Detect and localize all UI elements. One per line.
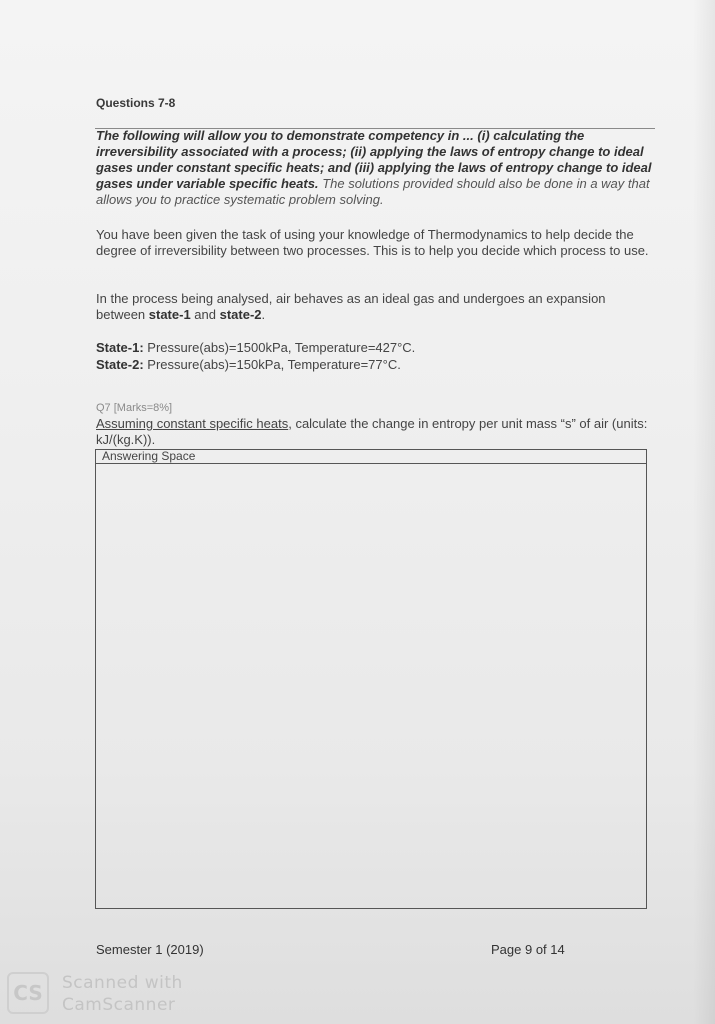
state-line — [96, 356, 415, 373]
page-edge-shadow — [693, 0, 715, 1024]
state2-ref: state-2 — [219, 307, 262, 322]
state1-ref: state-1 — [148, 307, 191, 322]
states-list — [96, 339, 415, 373]
camscanner-watermark — [62, 972, 183, 1016]
process-and: and — [190, 307, 220, 322]
camscanner-logo-icon: CS — [7, 972, 49, 1014]
state-label: State-1: — [96, 340, 144, 355]
process-end: . — [261, 307, 266, 322]
state-label: State-2: — [96, 357, 144, 372]
question-body: , calculate the change in entropy per unit mass “s” of air (units: kJ/(kg.K)). — [96, 416, 648, 447]
footer-page-number: Page 9 of 14 — [491, 942, 565, 957]
answer-label: Answering Space — [96, 450, 646, 464]
question-marks: Q7 [Marks=8%] — [96, 402, 173, 414]
footer-semester: Semester 1 (2019) — [96, 942, 204, 957]
task-paragraph: You have been given the task of using your knowledge of Thermodynamics to help decide the degree of irreversibility between two processes. This is to help you decide which process to use. — [96, 227, 649, 258]
watermark-line2: CamScanner — [62, 995, 176, 1015]
process-text: In the process being analysed, air behaves as an ideal gas and undergoes an expansion between — [96, 291, 606, 322]
question-text — [96, 416, 656, 448]
intro-note: The solutions provided should also be done in a way that allows you to practice systematic problem solving. — [96, 176, 650, 207]
intro-objectives: The following will allow you to demonstrate competency in ... (i) calculating the irreversibility associated with a process; (ii) applying the laws of entropy change to ideal gases under constant specific heats; and (iii) applying the laws of entropy change to ideal gases under variable specific heats. — [96, 128, 652, 191]
answer-box[interactable] — [95, 449, 647, 909]
state-line — [96, 339, 415, 356]
section-heading: Questions 7-8 — [96, 96, 176, 110]
question-condition: Assuming constant specific heats — [96, 416, 289, 431]
process-paragraph — [96, 291, 656, 323]
watermark-line1: Scanned with — [62, 973, 183, 993]
state-values: Pressure(abs)=1500kPa, Temperature=427°C. — [143, 340, 416, 355]
state-values: Pressure(abs)=150kPa, Temperature=77°C. — [143, 357, 401, 372]
intro-paragraph — [96, 128, 656, 208]
